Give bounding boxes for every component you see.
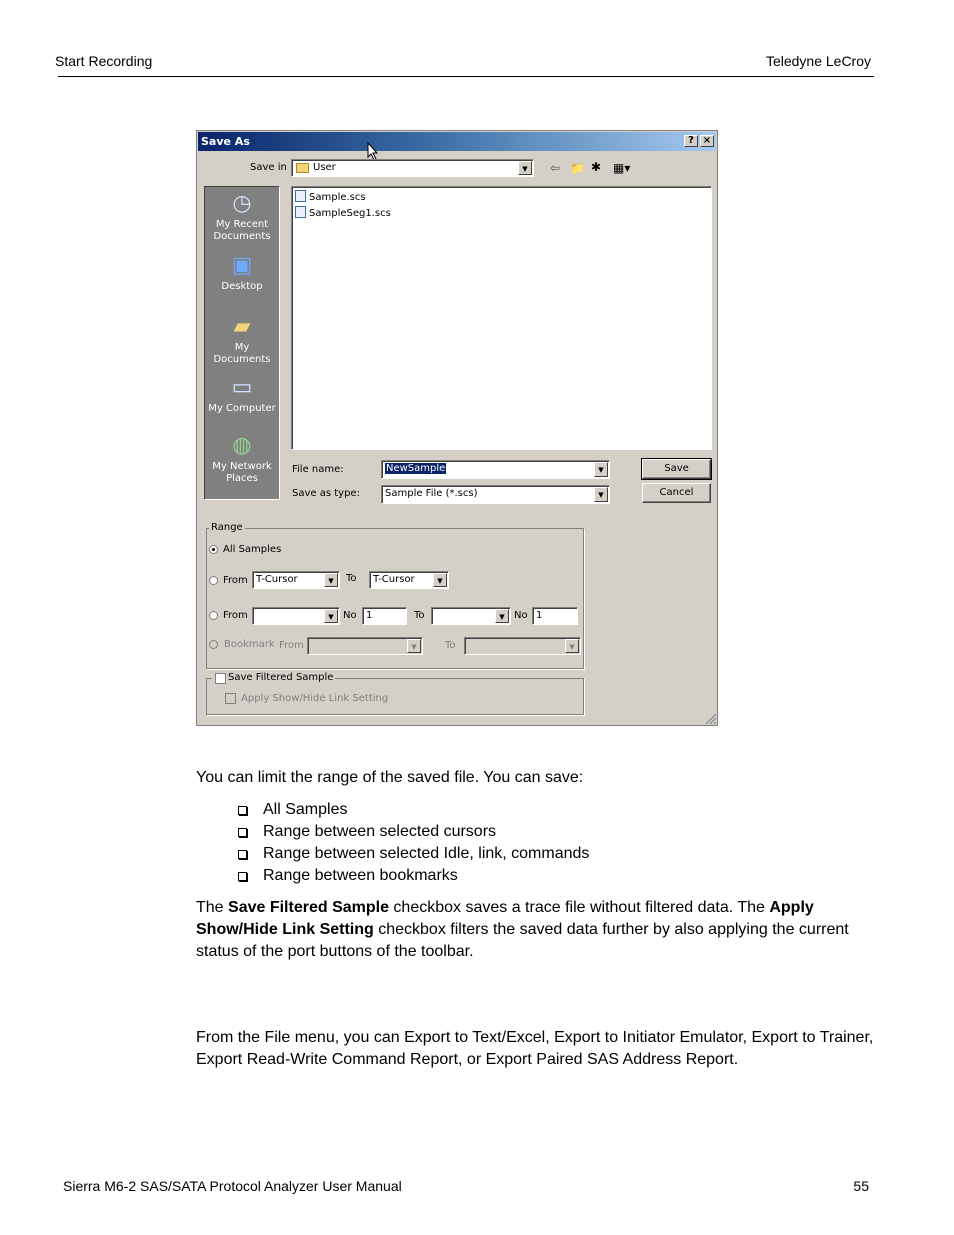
place-label: My Documents — [213, 342, 271, 365]
place-recent[interactable] — [205, 191, 279, 243]
place-my-documents[interactable] — [205, 314, 279, 366]
network-places-icon: ◍ — [232, 433, 252, 458]
place-network[interactable] — [205, 433, 279, 485]
close-button[interactable]: × — [700, 135, 714, 147]
chevron-down-icon[interactable]: ▼ — [594, 487, 608, 502]
range-options-list — [236, 799, 589, 887]
number-to-value: 1 — [536, 610, 543, 621]
page-number: 55 — [853, 1178, 869, 1194]
view-menu-icon[interactable]: ▦▾ — [613, 161, 631, 175]
bookmark-from-select[interactable] — [307, 637, 423, 655]
save-filtered-label: Save Filtered Sample — [212, 672, 335, 683]
header-section-title: Start Recording — [55, 53, 153, 69]
list-item: All Samples — [236, 799, 589, 821]
help-button[interactable]: ? — [684, 135, 698, 147]
range-intro: You can limit the range of the saved file. You can save: — [196, 769, 584, 786]
from-label: From — [223, 610, 248, 621]
filtered-sample-paragraph: The Save Filtered Sample checkbox saves a trace file without filtered data. The Apply Show/Hide Link Setting checkbox filters the saved data further by also applying the current status of the port buttons of the toolbar. — [196, 899, 849, 960]
header-rule — [58, 76, 874, 77]
to-label: To — [346, 573, 357, 584]
save-button[interactable]: Save — [642, 459, 711, 479]
save-as-dialog — [196, 130, 718, 726]
to-label: To — [414, 610, 425, 621]
from-label: From — [279, 640, 304, 651]
number-range-radio[interactable] — [209, 611, 218, 620]
folder-icon — [296, 163, 309, 173]
chevron-down-icon[interactable]: ▼ — [324, 573, 338, 587]
my-documents-icon: ▰ — [233, 314, 251, 339]
file-item[interactable]: SampleSeg1.scs — [295, 206, 391, 219]
resize-grip-icon[interactable] — [705, 713, 717, 725]
apply-show-hide-checkbox[interactable] — [225, 693, 236, 704]
place-desktop[interactable] — [205, 253, 279, 293]
list-item: Range between bookmarks — [236, 865, 589, 887]
number-from-value: 1 — [366, 610, 373, 621]
chevron-down-icon[interactable]: ▼ — [594, 462, 608, 477]
bookmark-label: Bookmark — [224, 639, 275, 650]
list-item: Range between selected Idle, link, commands — [236, 843, 589, 865]
up-folder-icon[interactable]: 📁 — [570, 161, 585, 175]
cursor-to-value: T-Cursor — [373, 574, 415, 585]
my-computer-icon: ▭ — [231, 375, 253, 400]
chevron-down-icon[interactable]: ▼ — [433, 573, 447, 587]
place-label: My Network Places — [212, 461, 272, 484]
save-in-label: Save in — [250, 162, 287, 173]
chevron-down-icon[interactable]: ▼ — [565, 639, 579, 653]
desktop-icon: ▣ — [231, 253, 253, 278]
all-samples-label: All Samples — [223, 544, 282, 555]
to-label: To — [445, 640, 456, 651]
file-item[interactable]: Sample.scs — [295, 190, 366, 203]
header-company: Teledyne LeCroy — [765, 53, 871, 69]
dialog-title: Save As — [201, 135, 250, 148]
file-name-label: File name: — [292, 464, 344, 475]
save-in-value: User — [313, 162, 336, 173]
all-samples-radio[interactable] — [209, 545, 218, 554]
chevron-down-icon[interactable]: ▼ — [518, 161, 532, 175]
save-type-value: Sample File (*.scs) — [385, 488, 478, 499]
chevron-down-icon[interactable]: ▼ — [407, 639, 421, 653]
document-icon — [295, 190, 306, 202]
save-type-select[interactable] — [381, 485, 610, 504]
cancel-button[interactable]: Cancel — [642, 483, 711, 503]
bookmark-to-select[interactable] — [464, 637, 581, 655]
cursor-from-select[interactable] — [252, 571, 340, 589]
file-name-value: NewSample — [386, 463, 446, 474]
list-item: Range between selected cursors — [236, 821, 589, 843]
number-to-input[interactable] — [532, 607, 578, 625]
file-list[interactable] — [291, 186, 712, 450]
chevron-down-icon[interactable]: ▼ — [324, 609, 338, 623]
from-label: From — [223, 575, 248, 586]
dialog-titlebar — [198, 132, 716, 151]
place-label: My Computer — [208, 403, 276, 414]
new-folder-icon[interactable]: ✱ — [591, 160, 602, 174]
bookmark-range-radio[interactable] — [209, 640, 218, 649]
range-group-label: Range — [211, 522, 243, 533]
cursor-range-radio[interactable] — [209, 576, 218, 585]
save-filtered-term: Save Filtered Sample — [228, 899, 389, 916]
save-type-label: Save as type: — [292, 488, 360, 499]
number-from-input[interactable] — [362, 607, 407, 625]
number-to-select[interactable] — [431, 607, 511, 625]
place-label: My Recent Documents — [213, 219, 271, 242]
file-name-input[interactable] — [381, 460, 610, 479]
export-paragraph: From the File menu, you can Export to Text/Excel, Export to Initiator Emulator, Export to Trainer, Export Read-Write Command Report, or Export Paired SAS Address Report. — [196, 1029, 874, 1068]
cursor-from-value: T-Cursor — [256, 574, 298, 585]
no-label: No — [514, 610, 528, 621]
no-label: No — [343, 610, 357, 621]
back-icon[interactable]: ⇦ — [550, 161, 561, 175]
cursor-to-select[interactable] — [369, 571, 449, 589]
recent-documents-icon: ◷ — [232, 191, 252, 216]
place-my-computer[interactable] — [205, 375, 279, 415]
save-in-combo[interactable] — [291, 159, 534, 177]
apply-show-hide-term: Apply Show/Hide Link Setting — [196, 899, 814, 938]
save-filtered-checkbox[interactable] — [215, 673, 226, 684]
number-from-select[interactable] — [252, 607, 340, 625]
document-icon — [295, 206, 306, 218]
footer-manual-title: Sierra M6-2 SAS/SATA Protocol Analyzer User Manual — [63, 1178, 402, 1194]
apply-show-hide-label: Apply Show/Hide Link Setting — [241, 693, 389, 704]
place-label: Desktop — [221, 281, 263, 292]
chevron-down-icon[interactable]: ▼ — [495, 609, 509, 623]
places-bar — [204, 186, 280, 500]
